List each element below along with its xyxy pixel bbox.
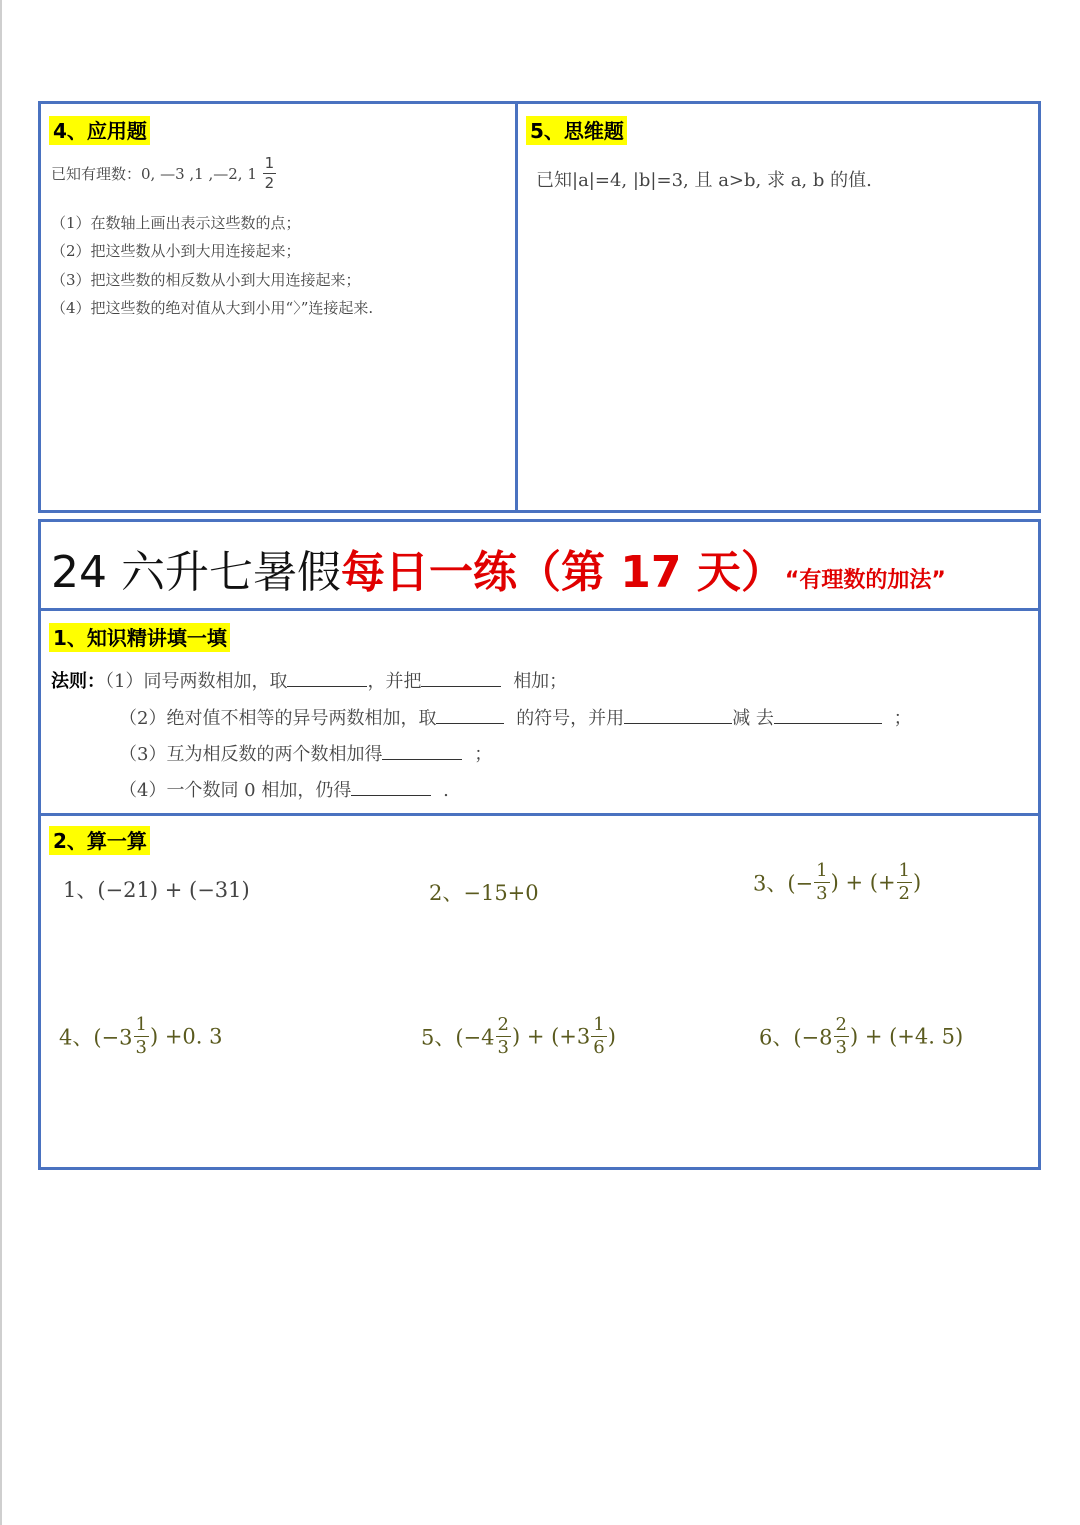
rule-1-text-b: ，并把 bbox=[367, 671, 422, 692]
problem-3-part-a: 3、(− bbox=[753, 871, 814, 896]
rule-3 bbox=[119, 740, 492, 766]
q4-item-1: （1）在数轴上画出表示这些数的点； bbox=[51, 214, 301, 232]
problem-6 bbox=[759, 1016, 963, 1057]
problem-3-frac-2-num: 1 bbox=[898, 860, 910, 881]
problem-3-frac-2-den: 2 bbox=[898, 883, 910, 904]
problem-4-frac bbox=[134, 1016, 149, 1057]
q4-intro bbox=[51, 156, 277, 191]
rule-3-text-b: ； bbox=[474, 744, 493, 765]
q4-box bbox=[38, 101, 518, 513]
problem-5-frac-1 bbox=[496, 1016, 511, 1057]
problem-3-frac-1 bbox=[814, 862, 829, 903]
problem-5 bbox=[421, 1016, 616, 1057]
title-red-part: 每日一练（第 17 天） bbox=[340, 547, 785, 598]
section1-box bbox=[38, 608, 1041, 816]
problem-3-frac-1-num: 1 bbox=[816, 860, 828, 881]
problem-5-frac-1-den: 3 bbox=[497, 1037, 509, 1058]
problem-5-frac-2-num: 1 bbox=[593, 1014, 605, 1035]
title-box bbox=[38, 519, 1041, 611]
problem-5-frac-1-num: 2 bbox=[497, 1014, 509, 1035]
q5-header: 5、思维题 bbox=[526, 116, 627, 145]
problem-6-part-a: 6、(−8 bbox=[759, 1025, 833, 1050]
q4-intro-text: 已知有理数：0, —3 ,1 ,—2, 1 bbox=[51, 165, 257, 183]
title-subtitle: “有理数的加法” bbox=[784, 568, 946, 593]
rule-1-blank-2 bbox=[421, 668, 501, 687]
q4-fraction-num: 1 bbox=[264, 154, 275, 172]
q4-fraction-den: 2 bbox=[264, 174, 275, 192]
problem-1: 1、(−21) + (−31) bbox=[63, 878, 250, 902]
problem-4 bbox=[59, 1016, 223, 1057]
problem-5-frac-2-den: 6 bbox=[593, 1037, 605, 1058]
q5-text: 已知|a|=4, |b|=3, 且 a>b, 求 a, b 的值. bbox=[536, 170, 872, 191]
rule-4-text-b: . bbox=[443, 780, 449, 801]
q4-item-3: （3）把这些数的相反数从小到大用连接起来； bbox=[51, 271, 361, 289]
rule-2-blank-1 bbox=[436, 705, 504, 724]
problem-4-part-a: 4、(−3 bbox=[59, 1025, 133, 1050]
q4-header: 4、应用题 bbox=[49, 116, 150, 145]
rule-4 bbox=[119, 776, 449, 802]
rule-1-blank-1 bbox=[287, 668, 367, 687]
section2-box bbox=[38, 813, 1041, 1170]
problem-5-part-b: ) + (+3 bbox=[511, 1024, 591, 1049]
problem-5-part-c: ) bbox=[607, 1024, 616, 1049]
problem-5-part-a: 5、(−4 bbox=[421, 1025, 495, 1050]
problem-3-frac-2 bbox=[897, 862, 912, 903]
title-black-part: 24 六升七暑假 bbox=[51, 547, 341, 598]
rule-2-blank-2 bbox=[624, 705, 732, 724]
problem-6-part-b: ) + (+4. 5) bbox=[849, 1024, 964, 1049]
problem-4-frac-den: 3 bbox=[135, 1037, 147, 1058]
page-title bbox=[51, 536, 946, 600]
problem-4-frac-num: 1 bbox=[135, 1014, 147, 1035]
rule-label: 法则： bbox=[51, 671, 105, 692]
rule-2-text-d: ； bbox=[893, 708, 912, 729]
q4-fraction bbox=[263, 156, 277, 191]
problem-6-frac-num: 2 bbox=[835, 1014, 847, 1035]
problem-3-frac-1-den: 3 bbox=[816, 883, 828, 904]
rule-1-text-c: 相加； bbox=[513, 671, 568, 692]
rule-4-text-a: （4）一个数同 0 相加，仍得 bbox=[119, 780, 352, 801]
section1-header: 1、知识精讲填一填 bbox=[49, 623, 230, 652]
problem-4-part-b: ) +0. 3 bbox=[149, 1024, 223, 1049]
problem-3-part-b: ) + (+ bbox=[830, 870, 896, 895]
rule-2-text-c: 减 去 bbox=[732, 708, 774, 729]
rule-1-text-a: （1）同号两数相加，取 bbox=[105, 671, 288, 692]
rule-2-blank-3 bbox=[774, 705, 882, 724]
problem-3-part-c: ) bbox=[913, 870, 922, 895]
problem-3 bbox=[753, 862, 921, 903]
rule-2-text-b: 的符号，并用 bbox=[516, 708, 625, 729]
section2-header: 2、算一算 bbox=[49, 826, 150, 855]
q4-item-2: （2）把这些数从小到大用连接起来； bbox=[51, 242, 301, 260]
problem-2: 2、−15+0 bbox=[429, 881, 539, 905]
page-edge bbox=[0, 0, 2, 1525]
problem-6-frac bbox=[834, 1016, 849, 1057]
rule-2-text-a: （2）绝对值不相等的异号两数相加，取 bbox=[119, 708, 437, 729]
q5-box bbox=[515, 101, 1041, 513]
rule-2 bbox=[119, 704, 912, 730]
problem-5-frac-2 bbox=[591, 1016, 606, 1057]
problem-6-frac-den: 3 bbox=[835, 1037, 847, 1058]
rule-3-text-a: （3）互为相反数的两个数相加得 bbox=[119, 744, 383, 765]
rule-1 bbox=[51, 667, 567, 693]
q4-item-4: （4）把这些数的绝对值从大到小用“〉”连接起来. bbox=[51, 299, 374, 317]
rule-4-blank bbox=[351, 777, 431, 796]
rule-3-blank bbox=[382, 741, 462, 760]
